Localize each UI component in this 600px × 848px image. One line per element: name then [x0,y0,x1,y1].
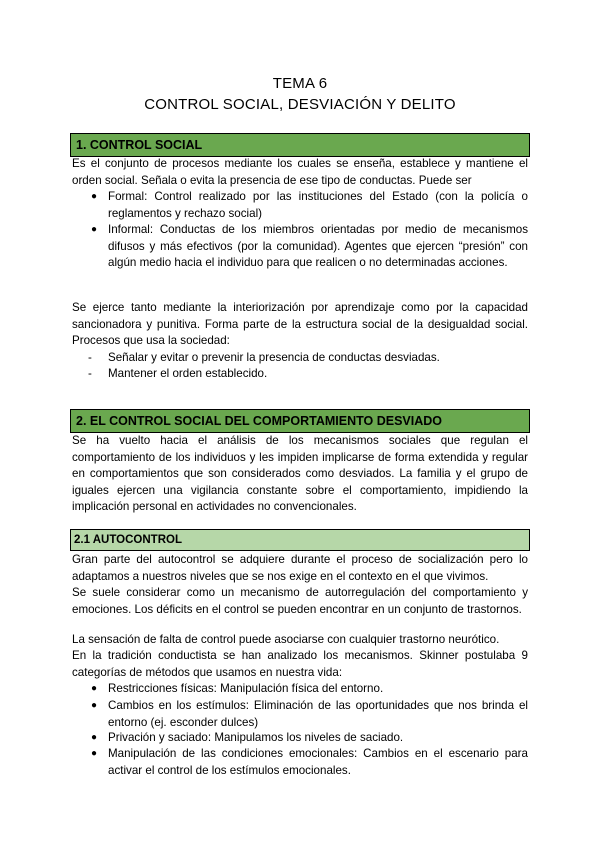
list-item [91,746,528,779]
document-title: TEMA 6 [272,75,328,92]
section-2-paragraph: Se ha vuelto hacia el análisis de los mecanismos sociales que regulan el comportamiento de los individuos y les impiden implicarse de forma extendida y regular en comportamientos que son considerados como desviados. La familia y el grupo de iguales ejercen una vigilancia constante sobre el comportamiento, impidiendo la implicación personal en actividades no convencionales. [72,434,528,514]
dash-icon: - [88,351,92,364]
bullet-icon: ● [91,748,98,759]
list-item-text: Formal: Control realizado por las instituciones del Estado (con la policía o reglamentos y rechazo social) [108,190,528,220]
subsection-paragraph: Se suele considerar como un mecanismo de autorregulación del comportamiento y emociones. Los déficits en el control se pueden encontrar en un conjunto de trastornos. [72,586,528,616]
list-item-text: Informal: Conductas de los miembros orientadas por medio de mecanismos difusos y más efectivos (por la comunidad). Agentes que ejercen “presión” con algún medio hacia el individuo para que realicen o no determinadas acciones. [108,223,528,270]
list-item [91,189,528,222]
list-item [91,681,528,698]
dash-icon: - [88,367,92,380]
list-item [88,366,528,383]
bullet-icon: ● [91,224,98,235]
section-1-paragraph: Se ejerce tanto mediante la interiorización por aprendizaje como por la capacidad sancionadora y punitiva. Forma parte de la estructura social de la desigualdad social. Procesos que usa la sociedad: [72,301,528,348]
list-item-text: Privación y saciado: Manipulamos los niveles de saciado. [108,731,404,744]
subsection-paragraph: Gran parte del autocontrol se adquiere durante el proceso de socialización pero lo adaptamos a nuestros niveles que se nos exige en el contexto en el que vivimos. [72,553,528,583]
subsection-paragraph: La sensación de falta de control puede asociarse con cualquier trastorno neurótico. [72,633,500,646]
list-item [88,350,528,367]
list-item-text: Cambios en los estímulos: Eliminación de las oportunidades que nos brinda el entorno (ej. esconder dulces) [108,699,528,729]
list-item [91,698,528,731]
document-subtitle: CONTROL SOCIAL, DESVIACIÓN Y DELITO [144,96,456,113]
list-item-text: Manipulación de las condiciones emocionales: Cambios en el escenario para activar el control de los estímulos emocionales. [108,747,528,777]
section-2-heading: 2. EL CONTROL SOCIAL DEL COMPORTAMIENTO DESVIADO [70,409,530,433]
section-1-heading: 1. CONTROL SOCIAL [70,133,530,157]
list-item [91,222,528,272]
bullet-icon: ● [91,683,98,694]
bullet-icon: ● [91,732,98,743]
subsection-2-1-heading: 2.1 AUTOCONTROL [70,529,530,551]
list-item-text: Mantener el orden establecido. [108,367,268,380]
list-item-text: Restricciones físicas: Manipulación física del entorno. [108,682,384,695]
subsection-paragraph: En la tradición conductista se han analizado los mecanismos. Skinner postulaba 9 categorías de métodos que usamos en nuestra vida: [72,649,528,679]
bullet-icon: ● [91,191,98,202]
bullet-icon: ● [91,700,98,711]
list-item-text: Señalar y evitar o prevenir la presencia de conductas desviadas. [108,351,440,364]
section-1-intro: Es el conjunto de procesos mediante los cuales se enseña, establece y mantiene el orden social. Señala o evita la presencia de ese tipo de conductas. Puede ser [72,157,528,187]
list-item [91,730,528,747]
